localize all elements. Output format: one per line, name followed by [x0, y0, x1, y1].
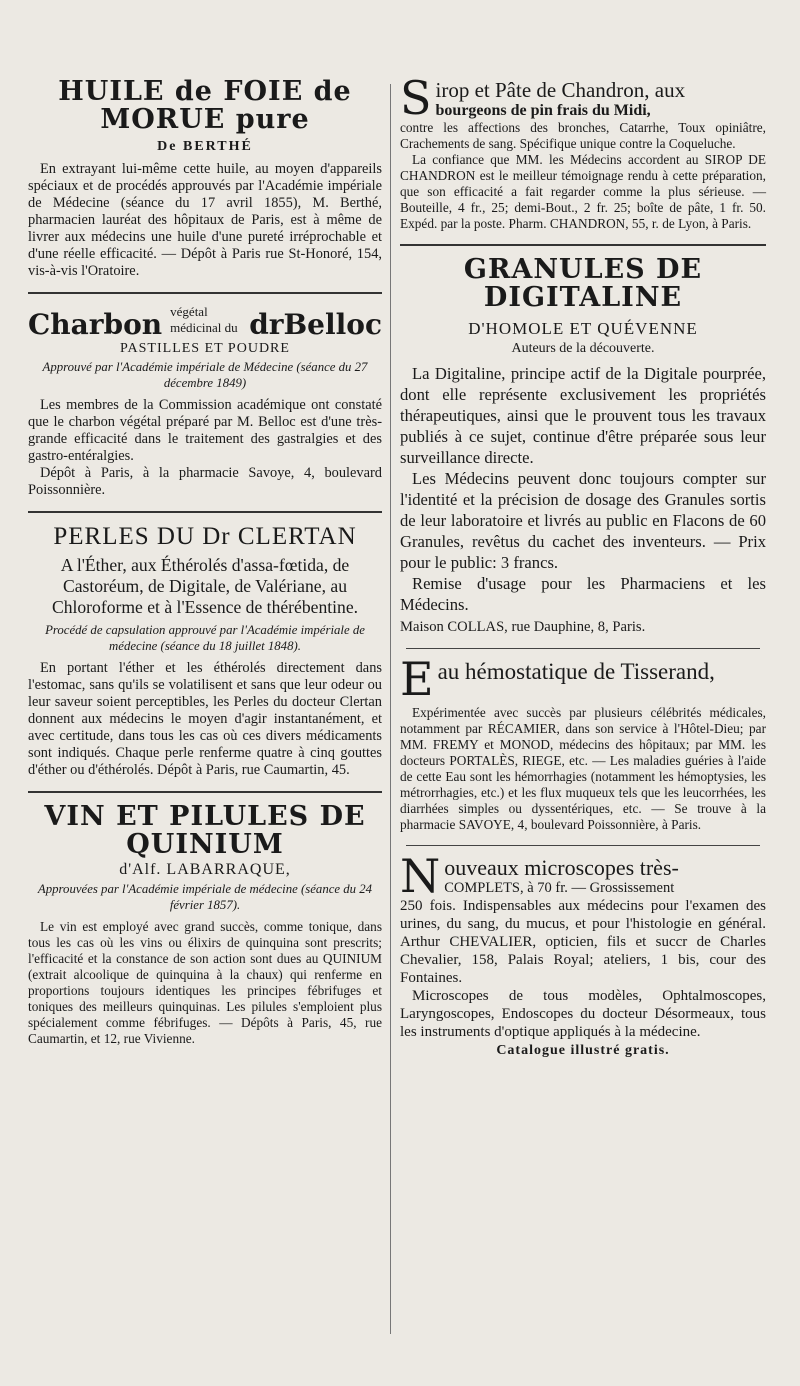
ad-intro: contre les affections des bronches, Catarrhe, Toux opiniâtre, Crachements de sang. Spécifique unique contre la Coqueluche.	[400, 120, 766, 151]
ad-perles-clertan	[28, 523, 382, 779]
divider	[406, 845, 760, 846]
ad-body: Expérimentée avec succès par plusieurs célébrités médicales, notamment par RÉCAMIER, dans son service à l'Hôtel-Dieu; par MM. FREMY et MONOD, médecins des hôpitaux; par MM. les docteurs PORTALÈS, RIEGE, etc. — Les maladies guéries à l'aide de cette Eau sont les hémorrhagies (notamment les hémoptysies, les métrorrhagies, etc.) et les flux muqueux tels que les leucorrhées, les diarrhées simples ou dyssentériques, etc. — Se trouve à la pharmacie SAVOYE, 4, boulevard Poissonnière, à Paris.	[400, 704, 766, 832]
ad-authors: D'HOMOLE ET QUÉVENNE	[468, 318, 698, 338]
ad-title	[400, 71, 766, 125]
ad-title-right: drBelloc	[249, 307, 382, 341]
ad-body: En portant l'éther et les éthérolés directement dans l'estomac, sans qu'ils se volatilisent et sans que leur odeur ou leur saveur soient perceptibles, les Perles du docteur Clertan donnent aux médecins le moyen d'agir instantanément, et avec certitude, dans tous les cas où ces divers médicaments sont indiqués. Chaque perle renferme quatre à cinq gouttes d'éther ou d'éthérolés. Dépôt à Paris, rue Caumartin, 45.	[28, 659, 382, 778]
ad-approval: Procédé de capsulation approuvé par l'Académie impériale de médecine (séance du 18 juillet 1848).	[45, 622, 365, 653]
ad-huile-morue	[28, 78, 382, 280]
ad-subtitle: A l'Éther, aux Éthérolés d'assa-fœtida, de Castoréum, de Digitale, de Valériane, au Chloroforme et à l'Essence de thérébentine.	[51, 554, 359, 617]
ad-granules-digitaline	[400, 256, 766, 636]
ad-body-1: La Digitaline, principe actif de la Digitale pourprée, dont elle représente exclusivement les propriétés thérapeutiques, ainsi que le prouvent tous les travaux publiés à ce sujet, continue d'être préparée sous leur surveillance directe.	[400, 363, 766, 467]
right-column	[400, 71, 766, 1059]
ad-title-text: au hémostatique de Tisserand,	[437, 658, 715, 684]
ad-title-mid: végétal médicinal du	[170, 303, 238, 335]
ad-subtitle: De BERTHÉ	[157, 138, 253, 154]
ad-title: VIN ET PILULES DE QUINIUM	[44, 800, 366, 861]
ad-depot: Dépôt à Paris, à la pharmacie Savoye, 4, boulevard Poissonnière.	[28, 464, 382, 498]
ad-eau-hemostatique	[400, 651, 766, 833]
ad-body: Le vin est employé avec grand succès, comme tonique, dans tous les cas où les vins ou élixirs de quinquina sont prescrits; l'efficacité et la constance de son action sont dues au QUINIUM (extrait alcoolique de quinquina à la chaux) qui renferme en proportions toujours identiques les principes fébrifuges et toniques des meilleurs quinquinas. Les pilules s'emploient plus spécialement comme fébrifuges. — Dépôts à Paris, 45, rue Caumartin, et 12, rue Vivienne.	[28, 919, 382, 1047]
ad-body: La confiance que MM. les Médecins accordent au SIROP DE CHANDRON est le meilleur témoignage rendu à cette préparation, que son efficacité a fait regarder comme la plus sérieuse. — Bouteille, 4 fr., 25; demi-Bout., 2 fr. 25; boîte de pâte, 1 fr. 50. Expéd. par la poste. Pharm. CHANDRON, 55, r. de Lyon, à Paris.	[400, 152, 766, 231]
ad-title: HUILE de FOIE de MORUE pure	[58, 76, 352, 136]
drop-cap: N	[400, 848, 441, 903]
ad-catalogue: Catalogue illustré gratis.	[496, 1042, 670, 1058]
ad-body-3: Remise d'usage pour les Pharmaciens et les Médecins.	[400, 573, 766, 614]
ad-caps: PASTILLES ET POUDRE	[120, 340, 290, 356]
divider	[28, 292, 382, 294]
ad-sirop-chandron	[400, 71, 766, 232]
ad-body: Les membres de la Commission académique ont constaté que le charbon végétal préparé par M. Belloc est d'une très-grande efficacité dans le traitement des gastralgies et des gastro-entéralgies.	[28, 396, 382, 464]
ad-body: En extrayant lui-même cette huile, au moyen d'appareils spéciaux et de procédés approuvés par l'Académie impériale de Médecine (séance du 17 avril 1855), M. Berthé, pharmacien lauréat des hôpitaux de Paris, est à même de livrer aux médecins une huile d'une pureté irréprochable et d'une réelle efficacité. — Dépôt à Paris rue St-Honoré, 154, vis-à-vis l'Oratoire.	[28, 160, 382, 279]
ad-title	[28, 304, 382, 339]
ad-title-left: Charbon	[28, 307, 163, 341]
ad-title: PERLES DU Dr CLERTAN	[53, 522, 357, 550]
ad-body: 250 fois. Indispensables aux médecins pour l'examen des urines, du sang, du mucus, et pour l'histologie en général. Arthur CHEVALIER, opticien, fils et succr de Charles Chevalier, 158, Palais Royal; ateliers, 1 bis, cour des Fontaines.	[400, 897, 766, 986]
ad-quinium	[28, 800, 382, 1048]
ad-body-2: Les Médecins peuvent donc toujours compter sur l'identité et la précision de dosage des Granules sortis de leur laboratoire et livrés au public en Flacons de 60 Granules, revêtus du cachet des inventeurs. — Prix pour le public: 3 francs.	[400, 468, 766, 572]
ad-discoverers: Auteurs de la découverte.	[511, 340, 655, 356]
ad-title-line2: COMPLETS, à 70 fr. — Grossissement	[444, 879, 675, 896]
ad-title-bold: bourgeons de pin frais du Midi,	[435, 102, 651, 119]
divider	[28, 791, 382, 793]
drop-cap: E	[400, 651, 434, 706]
divider	[28, 511, 382, 513]
drop-cap: S	[400, 71, 432, 125]
ad-author: d'Alf. LABARRAQUE,	[119, 861, 291, 879]
divider	[400, 244, 766, 246]
divider	[406, 648, 760, 649]
ad-title-text: irop et Pâte de Chandron, aux	[435, 78, 686, 102]
ad-address: Maison COLLAS, rue Dauphine, 8, Paris.	[400, 618, 646, 635]
ad-approval: Approuvées par l'Académie impériale de médecine (séance du 24 février 1857).	[37, 882, 373, 913]
column-divider	[390, 84, 391, 1334]
ad-body-2: Microscopes de tous modèles, Ophtalmoscopes, Laryngoscopes, Endoscopes du docteur Désormeaux, tous les instruments d'optique appliqués à la médecine.	[400, 987, 766, 1040]
ad-title: GRANULES DE DIGITALINE	[463, 254, 703, 314]
ad-title-text: ouveaux microscopes très-	[444, 854, 679, 880]
left-column	[28, 78, 382, 1047]
ad-microscopes	[400, 848, 766, 1059]
ad-title	[400, 651, 766, 706]
ad-approval: Approuvé par l'Académie impériale de Médecine (séance du 27 décembre 1849)	[42, 359, 368, 390]
ad-charbon-belloc	[28, 304, 382, 499]
ad-title	[400, 848, 766, 903]
